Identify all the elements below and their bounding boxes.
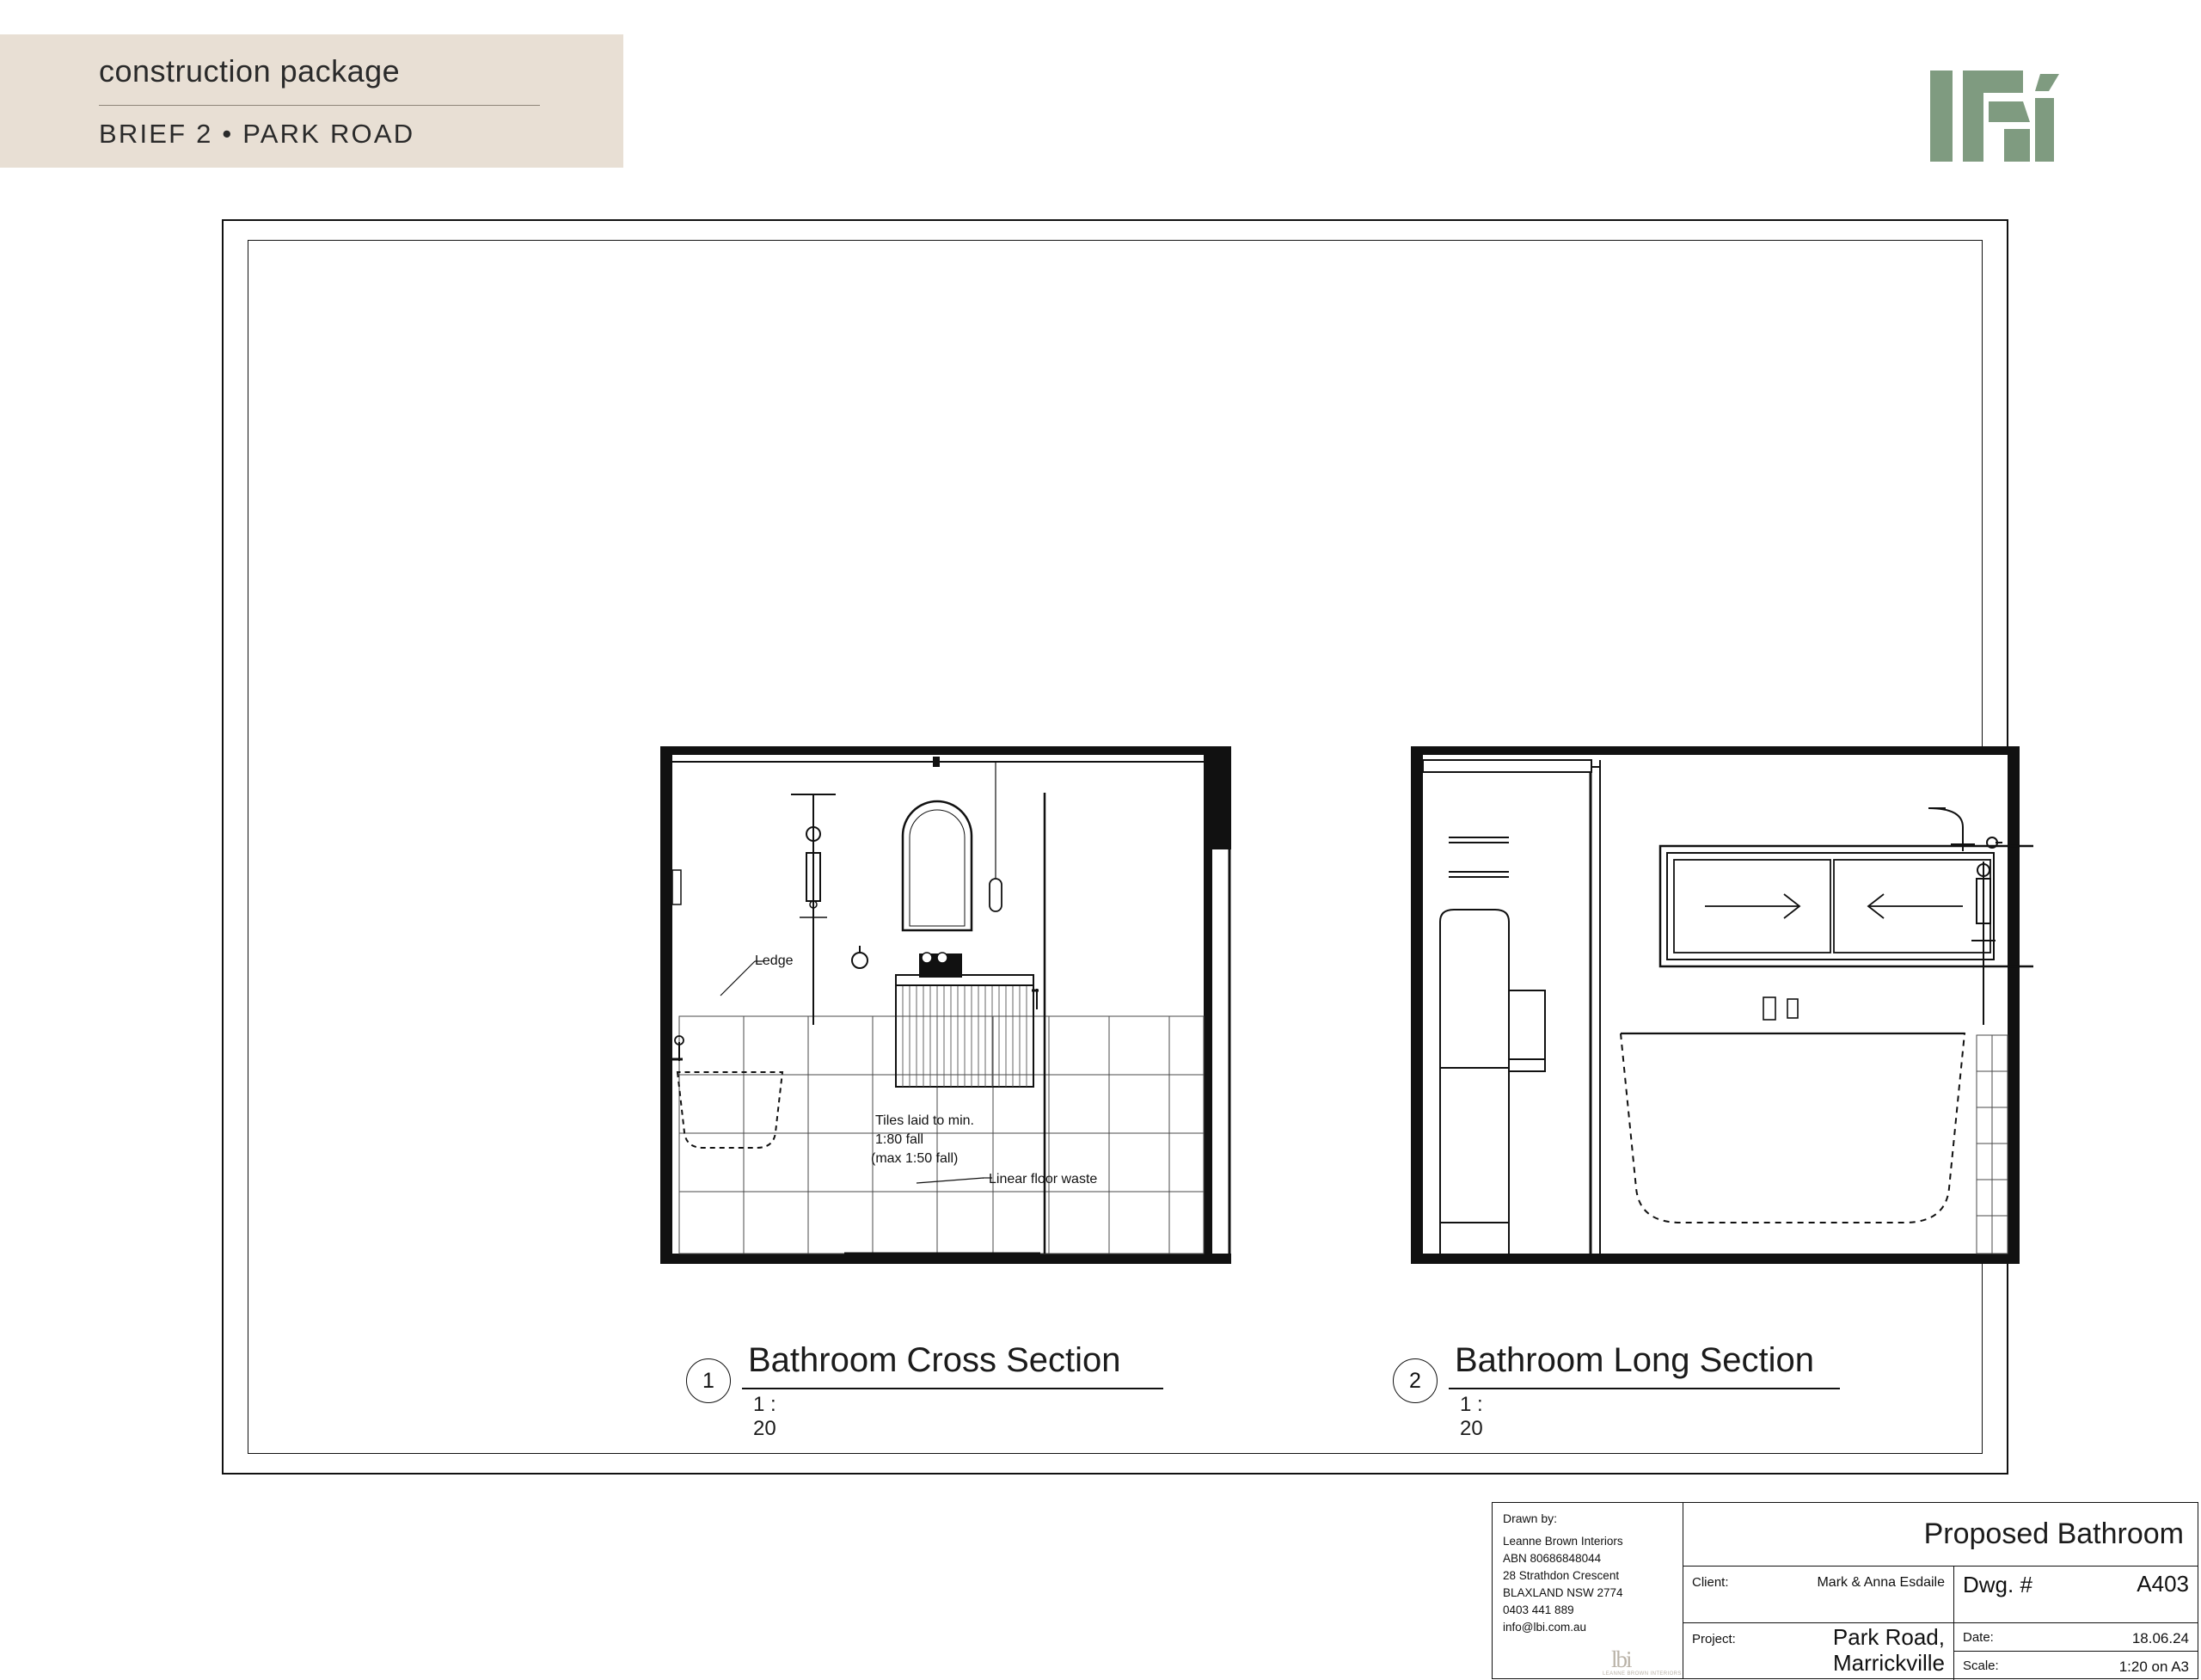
lbi-logo [1928,69,2079,163]
dwg-value: A403 [2137,1571,2189,1597]
company-line-3: 28 Strathdon Crescent [1503,1568,1620,1582]
client-cell [1683,1567,1954,1622]
annotation-tiles-fall-2: 1:80 fall [875,1132,924,1147]
drawing-tag-rule-1 [742,1388,1163,1389]
company-line-6: info@lbi.com.au [1503,1620,1586,1634]
date-label: Date: [1963,1630,1994,1645]
title-block-details [1683,1503,2198,1678]
date-value: 18.06.24 [2131,1630,2189,1646]
drawing-number-2: 2 [1393,1358,1438,1403]
drawing-tag-rule-2 [1449,1388,1840,1389]
scale-value: 1:20 on A3 [2118,1659,2189,1675]
company-line-1: Leanne Brown Interiors [1503,1535,1623,1548]
client-label: Client: [1692,1575,1729,1590]
drawing-sheet [222,219,2189,1677]
drawing-title-2: Bathroom Long Section [1455,1341,1815,1379]
title-block-company [1493,1503,1683,1678]
project-value-line-2: Marrickville [1833,1650,1945,1676]
project-value-line-1: Park Road, [1832,1624,1945,1650]
annotation-tiles-fall-3: (max 1:50 fall) [871,1151,959,1166]
company-line-5: 0403 441 889 [1503,1603,1574,1616]
drawn-by-label: Drawn by: [1503,1511,1558,1525]
title-block-row-project [1683,1623,2198,1680]
drawing-scale-1: 1 : 20 [753,1393,776,1440]
dwg-cell [1954,1567,2198,1622]
dwg-label: Dwg. # [1963,1572,2032,1597]
company-line-4: BLAXLAND NSW 2774 [1503,1585,1623,1599]
annotation-ledge: Ledge [755,953,794,968]
project-label: Project: [1692,1632,1736,1646]
company-line-2: ABN 80686848044 [1503,1551,1602,1565]
title-block-row-client [1683,1567,2198,1623]
page-title: construction package [99,53,401,89]
scale-row [1954,1652,2198,1680]
header-subtitle: BRIEF 2 • PARK ROAD [99,119,415,149]
company-watermark: lbi [1611,1646,1631,1672]
title-block [1492,1502,2198,1679]
drawing-number-1: 1 [686,1358,731,1403]
annotation-tiles-fall-1: Tiles laid to min. [875,1113,974,1128]
scale-label: Scale: [1963,1659,1999,1673]
annotation-linear-floor-waste: Linear floor waste [989,1172,1098,1186]
sheet-title: Proposed Bathroom [1683,1503,2198,1567]
header-divider [99,105,540,106]
drawing-scale-2: 1 : 20 [1460,1393,1483,1440]
project-cell [1683,1623,1954,1680]
drawing-bathroom-cross-section [653,741,1242,1274]
drawing-title-1: Bathroom Cross Section [748,1341,1121,1379]
drawing-bathroom-long-section [1406,741,2033,1274]
date-row [1954,1623,2198,1652]
client-value: Mark & Anna Esdaile [1817,1575,1945,1590]
date-scale-cell [1954,1623,2198,1680]
company-watermark-subtext: LEANNE BROWN INTERIORS [1603,1671,1682,1677]
